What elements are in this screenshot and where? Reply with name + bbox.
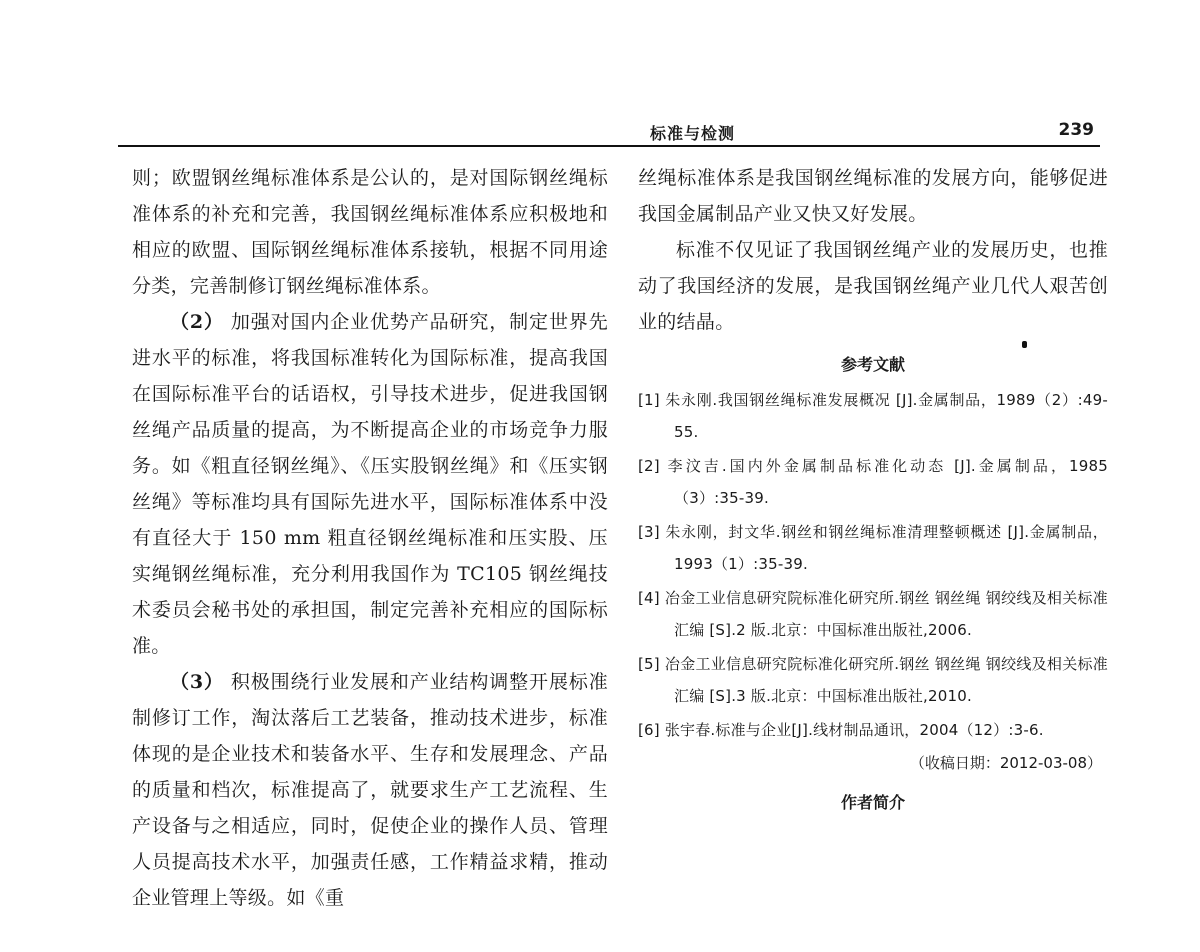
- reference-item: [1] 朱永刚.我国钢丝绳标准发展概况 [J].金属制品，1989（2）:49-55.: [638, 391, 1108, 441]
- paragraph-text: 加强对国内企业优势产品研究，制定世界先进水平的标准，将我国标准转化为国际标准，提高我国在国际标准平台的话语权，引导技术进步，促进我国钢丝绳产品质量的提高，为不断提高企业的市场竞争力服务。如《粗直径钢丝绳》、《压实股钢丝绳》和《压实钢丝绳》等标准均具有国际先进水平，国际标准体系中没有直径大于 150 mm 粗直径钢丝绳标准和压实股、压实绳钢丝绳标准，充分利用我国作为 TC105 钢丝绳技术委员会秘书处的承担国，制定完善补充相应的国际标准。: [132, 311, 609, 657]
- paragraph-number: （3）: [170, 671, 224, 693]
- page-number: 239: [1058, 120, 1094, 140]
- right-column: [638, 160, 1108, 816]
- reference-item: [6] 张宇春.标准与企业[J].线材制品通讯，2004（12）:3-6.: [638, 721, 1044, 739]
- reference-item: [4] 冶金工业信息研究院标准化研究所.钢丝 钢丝绳 钢绞线及相关标准汇编 [S].2 版.北京：中国标准出版社,2006.: [638, 589, 1108, 639]
- received-date: （收稿日期：2012-03-08）: [909, 754, 1102, 772]
- body-paragraph-2: [132, 304, 608, 664]
- running-header: [120, 120, 1098, 144]
- body-paragraph-3: [132, 664, 608, 916]
- paragraph-text: 则；欧盟钢丝绳标准体系是公认的，是对国际钢丝绳标准体系的补充和完善，我国钢丝绳标准体系应积极地和相应的欧盟、国际钢丝绳标准体系接轨，根据不同用途分类，完善制修订钢丝绳标准体系。: [132, 167, 608, 297]
- reference-item: [3] 朱永刚，封文华.钢丝和钢丝绳标准清理整顿概述 [J].金属制品，1993（1）:35-39.: [638, 523, 1108, 573]
- paragraph-text: 积极围绕行业发展和产业结构调整开展标准制修订工作，淘汰落后工艺装备，推动技术进步，标准体现的是企业技术和装备水平、生存和发展理念、产品的质量和档次，标准提高了，就要求生产工艺流程、生产设备与之相适应，同时，促使企业的操作人员、管理人员提高技术水平，加强责任感，工作精益求精，推动企业管理上等级。如《重: [132, 671, 609, 909]
- scan-speck: [1022, 341, 1027, 348]
- left-column: [132, 160, 608, 916]
- reference-item: [2] 李汶吉.国内外金属制品标准化动态 [J].金属制品，1985（3）:35-39.: [638, 457, 1108, 507]
- reference-item: [5] 冶金工业信息研究院标准化研究所.钢丝 钢丝绳 钢绞线及相关标准汇编 [S].3 版.北京：中国标准出版社,2010.: [638, 655, 1108, 705]
- paragraph-number: （2）: [170, 311, 224, 333]
- section-title: 标准与检测: [650, 124, 736, 143]
- body-paragraph-1: [132, 160, 608, 304]
- references-title: 参考文献: [840, 355, 905, 374]
- header-rule: [118, 145, 1100, 147]
- body-paragraph-continued: 丝绳标准体系是我国钢丝绳标准的发展方向，能够促进我国金属制品产业又快又好发展。: [638, 167, 1108, 225]
- body-paragraph-conclusion: 标准不仅见证了我国钢丝绳产业的发展历史，也推动了我国经济的发展，是我国钢丝绳产业几代人艰苦创业的结晶。: [638, 239, 1108, 333]
- author-intro-title: 作者简介: [840, 793, 905, 812]
